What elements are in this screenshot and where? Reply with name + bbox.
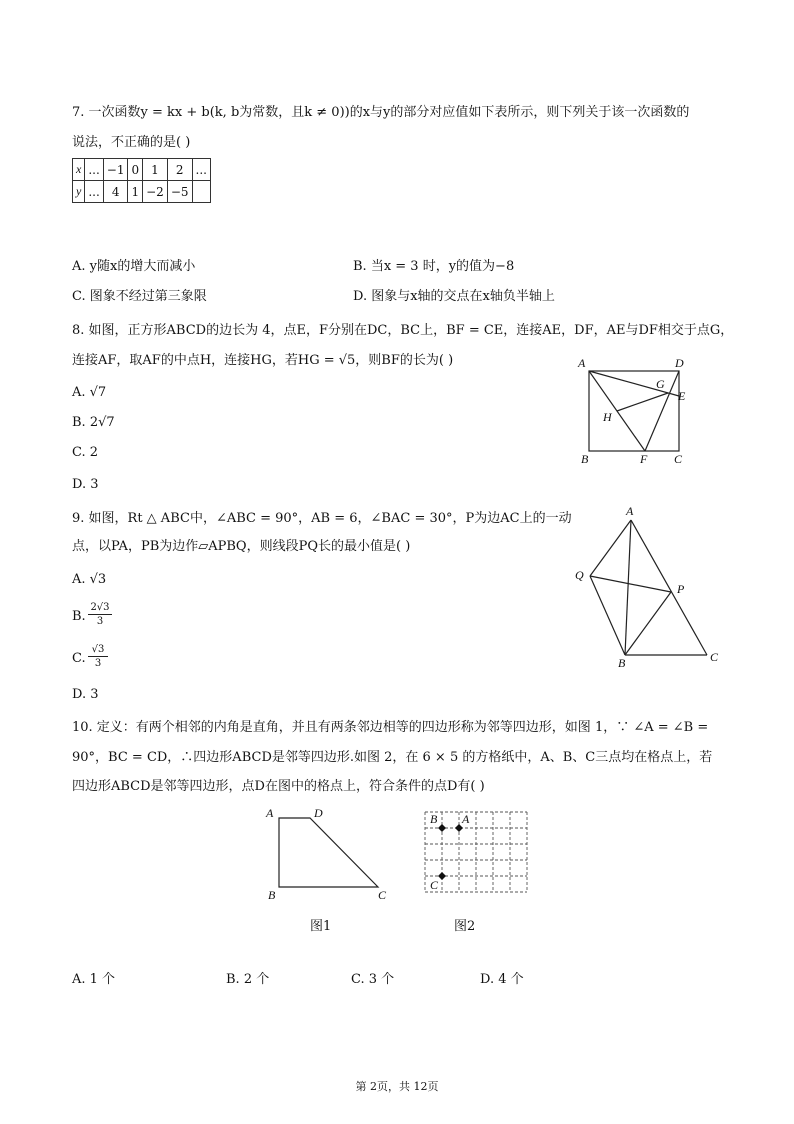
q8-stem-line1: 8. 如图，正方形ABCD的边长为 4，点E，F分别在DC，BC上，BF = CE，连接AE，DF，AE与DF相交于点G， <box>72 323 734 338</box>
q10-fig2-point-c <box>438 872 446 880</box>
q9-label-c: C <box>710 650 719 664</box>
table-cell: −1 <box>103 159 128 181</box>
page-footer: 第 2页，共 12页 <box>355 1080 439 1093</box>
q7-option-b[interactable]: B. 当x = 3 时，y的值为−8 <box>353 259 515 274</box>
q10-fig1-label-a: A <box>266 806 274 820</box>
q9-option-b-numerator: 2√3 <box>88 602 112 615</box>
q8-label-b: B <box>581 452 589 466</box>
table-cell: −5 <box>167 181 192 203</box>
q7-option-c[interactable]: C. 图象不经过第三象限 <box>72 289 207 304</box>
q8-label-a: A <box>578 356 586 370</box>
q10-fig2-label-b: B <box>430 812 438 826</box>
q10-stem-line1: 10. 定义：有两个相邻的内角是直角，并且有两条邻边相等的四边形称为邻等四边形，如图 1，∵ ∠A = ∠B = <box>72 720 709 735</box>
q9-option-a[interactable]: A. √3 <box>72 572 107 587</box>
q10-stem-line3: 四边形ABCD是邻等四边形，点D在图中的格点上，符合条件的点D有( ) <box>72 779 485 794</box>
q10-option-a[interactable]: A. 1 个 <box>72 972 116 987</box>
q8-option-b[interactable]: B. 2√7 <box>72 415 115 430</box>
q9-option-c-numerator: √3 <box>88 644 108 657</box>
q9-stem-line2: 点，以PA，PB为边作▱APBQ，则线段PQ长的最小值是( ) <box>72 539 411 554</box>
table-cell: 4 <box>103 181 128 203</box>
q10-fig2-point-b <box>438 824 446 832</box>
q9-option-b-denominator: 3 <box>96 616 104 627</box>
table-cell: 2 <box>167 159 192 181</box>
q10-fig1-caption: 图1 <box>310 919 332 934</box>
q8-label-d: D <box>675 356 684 370</box>
q10-fig2-caption: 图2 <box>454 919 476 934</box>
q8-label-e: E <box>678 389 686 403</box>
table-cell: 1 <box>143 159 168 181</box>
q10-fig1-label-c: C <box>378 888 387 902</box>
q10-option-d[interactable]: D. 4 个 <box>480 972 524 987</box>
q9-option-d[interactable]: D. 3 <box>72 687 99 702</box>
q9-label-b: B <box>618 656 626 670</box>
table-cell: ... <box>85 159 103 181</box>
q10-stem-line2: 90°，BC = CD，∴四边形ABCD是邻等四边形.如图 2，在 6 × 5 的方格纸中，A、B、C三点均在格点上，若 <box>72 750 713 765</box>
q9-label-a: A <box>626 504 634 518</box>
table-cell: ... <box>192 159 210 181</box>
q10-fig1-label-d: D <box>314 806 323 820</box>
q9-label-p: P <box>677 582 685 596</box>
table-cell: −2 <box>143 181 168 203</box>
q9-option-c-prefix: C. <box>72 651 86 666</box>
q8-label-g: G <box>656 377 665 391</box>
q10-fig2-label-a: A <box>462 812 470 826</box>
q9-option-b-prefix: B. <box>72 609 86 624</box>
q8-option-d[interactable]: D. 3 <box>72 477 99 492</box>
q10-fig1-label-b: B <box>268 888 276 902</box>
q9-stem-line1: 9. 如图，Rt △ ABC中，∠ABC = 90°，AB = 6，∠BAC = 30°，P为边AC上的一动 <box>72 511 572 526</box>
table-cell: 0 <box>128 159 143 181</box>
q8-option-a[interactable]: A. √7 <box>72 385 107 400</box>
q8-label-h: H <box>603 410 612 424</box>
q8-label-f: F <box>640 452 648 466</box>
table-cell: ... <box>85 181 103 203</box>
q8-label-c: C <box>674 452 683 466</box>
q7-option-a[interactable]: A. y随x的增大而减小 <box>72 259 196 274</box>
table-cell: y <box>73 181 85 203</box>
q7-stem-line1: 7. 一次函数y = kx + b(k, b为常数，且k ≠ 0))的x与y的部分对应值如下表所示，则下列关于该一次函数的 <box>72 105 690 120</box>
q7-option-d[interactable]: D. 图象与x轴的交点在x轴负半轴上 <box>353 289 555 304</box>
q10-option-c[interactable]: C. 3 个 <box>351 972 395 987</box>
table-cell: 1 <box>128 181 143 203</box>
q8-option-c[interactable]: C. 2 <box>72 445 99 460</box>
q9-option-c-denominator: 3 <box>94 658 102 669</box>
q7-stem-line2: 说法，不正确的是( ) <box>72 135 191 150</box>
q8-stem-line2: 连接AF，取AF的中点H，连接HG，若HG = √5，则BF的长为( ) <box>72 353 454 368</box>
q9-label-q: Q <box>575 568 584 582</box>
q10-fig2-label-c: C <box>430 878 439 892</box>
q10-option-b[interactable]: B. 2 个 <box>226 972 270 987</box>
table-cell: x <box>73 159 85 181</box>
